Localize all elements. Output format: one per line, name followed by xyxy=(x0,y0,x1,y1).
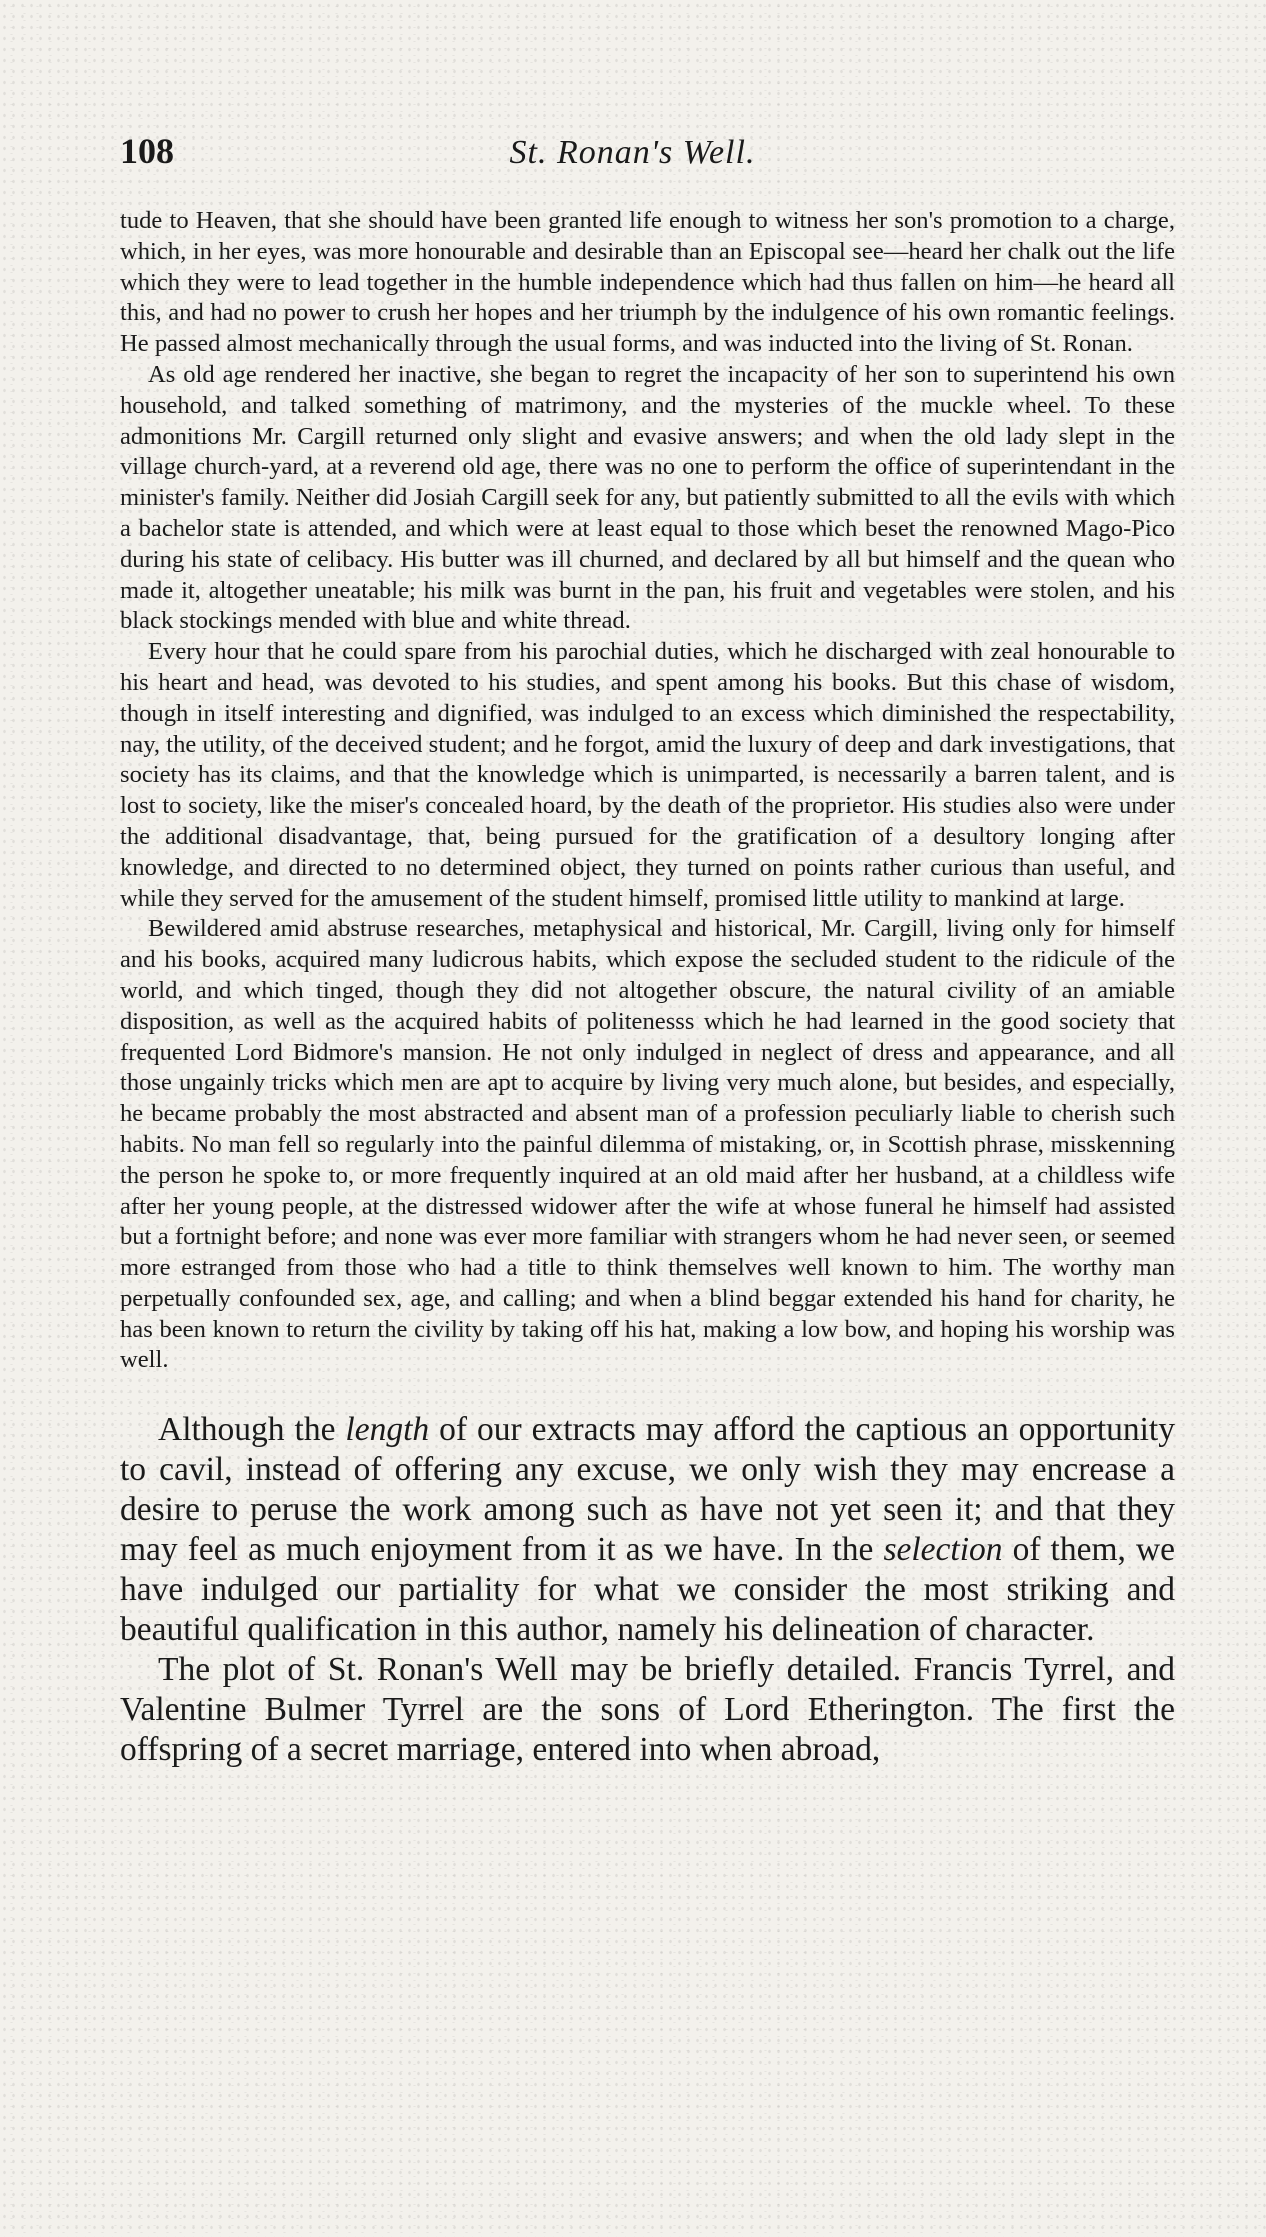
extract-paragraph: As old age rendered her inactive, she began to regret the incapacity of her son to superintend his own household, and talked something of matrimony, and the mysteries of the muckle wheel. To these admonitions Mr. Cargill returned only slight and evasive answers; and when the old lady slept in the village church-yard, at a reverend old age, there was no one to perform the office of superintendant in the minister's family. Neither did Josiah Cargill seek for any, but patiently submitted to all the evils with which a bachelor state is attended, and which were at least equal to those which beset the renowned Mago-Pico during his state of celibacy. His butter was ill churned, and declared by all but himself and the quean who made it, altogether uneatable; his milk was burnt in the pan, his fruit and vegetables were stolen, and his black stockings mended with blue and white thread. xyxy=(120,360,1175,635)
text-run: of our extracts may afford the captious an opportunity to cavil, instead of offering any excuse, we only wish they may encrease a desire to peruse the work among such as have not yet seen it; and that they may feel as much enjoyment from it as we have. In the xyxy=(120,1411,1175,1569)
page-number: 108 xyxy=(120,131,174,171)
review-paragraph xyxy=(120,1410,1175,1650)
review-text xyxy=(120,1410,1175,1770)
running-head xyxy=(120,130,1175,190)
text-run: of them, we have indulged our partiality for what we consider the most striking and beautiful qualification in this author, namely his delineation of character. xyxy=(120,1531,1176,1649)
book-page xyxy=(120,130,1175,1770)
extract-paragraph: tude to Heaven, that she should have been granted life enough to witness her son's promotion to a charge, which, in her eyes, was more honourable and desirable than an Episcopal see—heard her chalk out the life which they were to lead together in the humble independence which had thus fallen on him—he heard all this, and had no power to crush her hopes and her triumph by the indulgence of his own romantic feelings. He passed almost mechanically through the usual forms, and was inducted into the living of St. Ronan. xyxy=(120,207,1175,358)
text-run: Although the xyxy=(158,1411,346,1449)
section-gap xyxy=(120,1376,1175,1410)
running-title: St. Ronan's Well. xyxy=(509,134,756,171)
italic-word: length xyxy=(345,1411,430,1449)
quoted-extract xyxy=(120,206,1175,1376)
italic-word: selection xyxy=(883,1531,1003,1569)
extract-paragraph: Every hour that he could spare from his parochial duties, which he discharged with zeal honourable to his heart and head, was devoted to his studies, and spent among his books. But this chase of wisdom, though in itself interesting and dignified, was indulged to an excess which diminished the respectability, nay, the utility, of the deceived student; and he forgot, amid the luxury of deep and dark investigations, that society has its claims, and that the knowledge which is unimparted, is necessarily a barren talent, and is lost to society, like the miser's concealed hoard, by the death of the proprietor. His studies also were under the additional disadvantage, that, being pursued for the gratification of a desultory longing after knowledge, and directed to no determined object, they turned on points rather curious than useful, and while they served for the amusement of the student himself, promised little utility to mankind at large. xyxy=(120,638,1175,912)
review-paragraph: The plot of St. Ronan's Well may be briefly detailed. Francis Tyrrel, and Valentine Bulmer Tyrrel are the sons of Lord Etherington. The first the offspring of a secret marriage, entered into when abroad, xyxy=(120,1651,1175,1769)
extract-paragraph: Bewildered amid abstruse researches, metaphysical and historical, Mr. Cargill, living only for himself and his books, acquired many ludicrous habits, which expose the secluded student to the ridicule of the world, and which tinged, though they did not altogether obscure, the natural civility of an amiable disposition, as well as the acquired habits of politenesss which he had learned in the good society that frequented Lord Bidmore's mansion. He not only indulged in neglect of dress and appearance, and all those ungainly tricks which men are apt to acquire by living very much alone, but besides, and especially, he became probably the most abstracted and absent man of a profession peculiarly liable to cherish such habits. No man fell so regularly into the painful dilemma of mistaking, or, in Scottish phrase, misskenning the person he spoke to, or more frequently inquired at an old maid after her husband, at a childless wife after her young people, at the distressed widower after the wife at whose funeral he himself had assisted but a fortnight before; and none was ever more familiar with strangers whom he had never seen, or seemed more estranged from those who had a title to think themselves well known to him. The worthy man perpetually confounded sex, age, and calling; and when a blind beggar extended his hand for charity, he has been known to return the civility by taking off his hat, making a low bow, and hoping his worship was well. xyxy=(120,915,1175,1374)
